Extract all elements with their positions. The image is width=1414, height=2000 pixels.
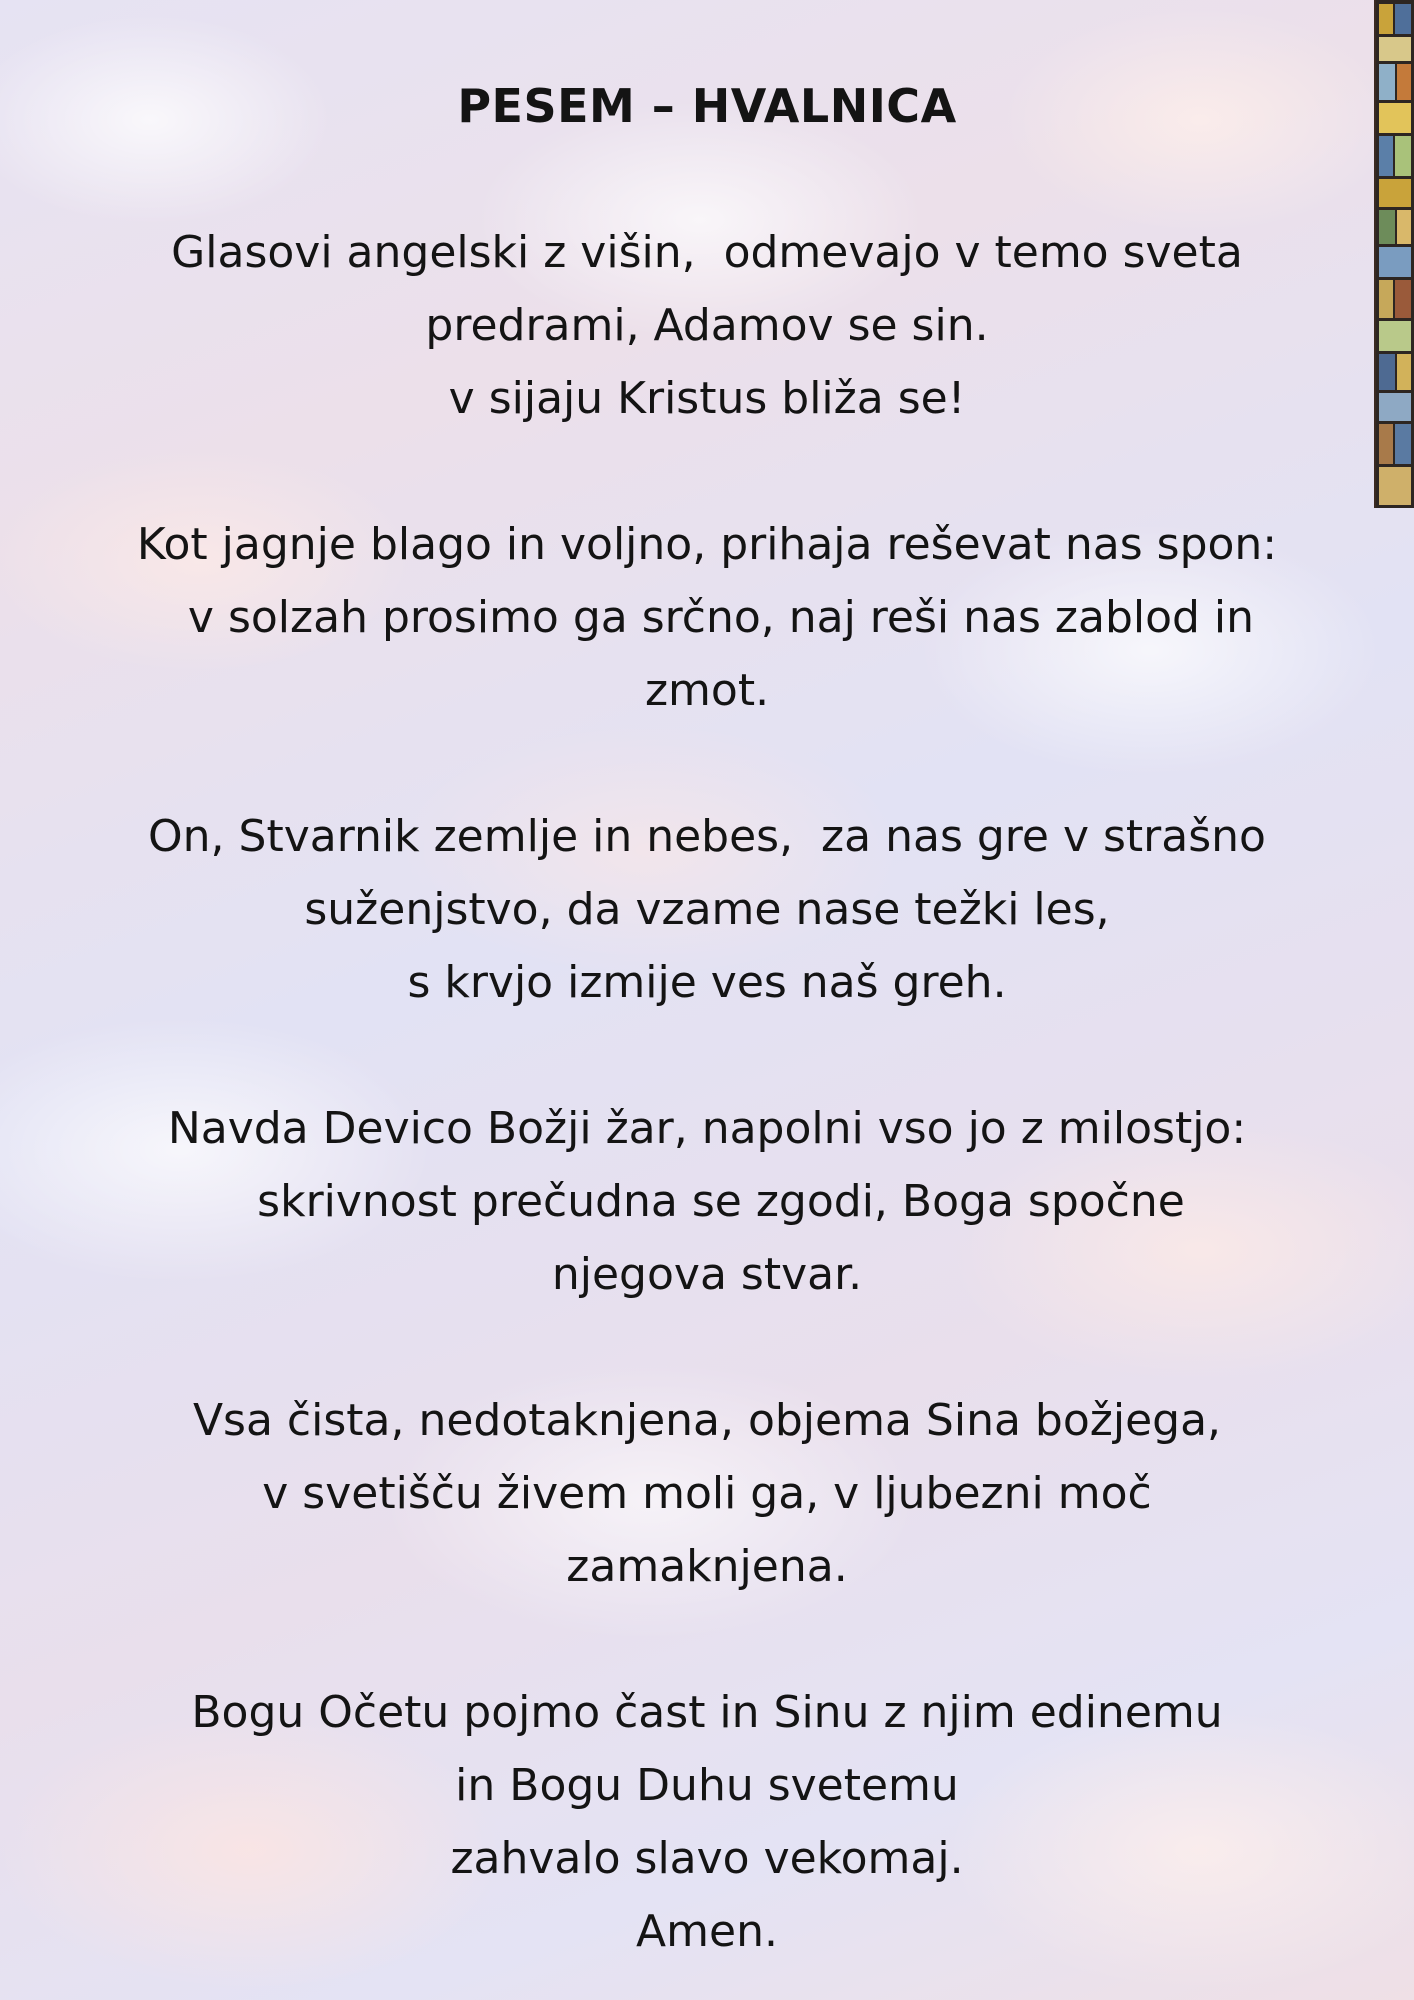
- stained-glass-image: [1374, 0, 1414, 508]
- stanza-line: predrami, Adamov se sin.: [425, 300, 989, 351]
- stanza-line: in Bogu Duhu svetemu: [455, 1760, 959, 1811]
- stanza-line: njegova stvar.: [551, 1249, 863, 1300]
- stanza-line: v sijaju Kristus bliža se!: [448, 373, 966, 424]
- stanza-line: Vsa čista, nedotaknjena, objema Sina božjega,: [192, 1395, 1222, 1446]
- stanza-6: [40, 1676, 1374, 1968]
- stanza-line: s krvjo izmije ves naš greh.: [407, 957, 1007, 1008]
- stanza-line: Navda Devico Božji žar, napolni vso jo z milostjo:: [167, 1103, 1247, 1154]
- stanza-line: Amen.: [636, 1906, 778, 1957]
- stanza-line: zmot.: [644, 665, 770, 716]
- stanza-line: Bogu Očetu pojmo čast in Sinu z njim edinemu: [191, 1687, 1223, 1738]
- stanza-1: [40, 216, 1374, 435]
- stanza-line: v solzah prosimo ga srčno, naj reši nas zablod in: [159, 592, 1255, 643]
- stanza-line: zamaknjena.: [566, 1541, 848, 1592]
- stanza-line: skrivnost prečudna se zgodi, Boga spočne: [229, 1176, 1185, 1227]
- stanza-2: [40, 508, 1374, 727]
- stanza-line: Glasovi angelski z višin, odmevajo v temo sveta: [171, 227, 1243, 278]
- stanza-3: [40, 800, 1374, 1019]
- stanza-line: suženjstvo, da vzame nase težki les,: [304, 884, 1110, 935]
- stanza-5: [40, 1384, 1374, 1603]
- stanza-line: zahvalo slavo vekomaj.: [450, 1833, 964, 1884]
- stanza-line: On, Stvarnik zemlje in nebes, za nas gre v strašno: [148, 811, 1266, 862]
- stanza-line: Kot jagnje blago in voljno, prihaja reševat nas spon:: [136, 519, 1278, 570]
- stanza-line: v svetišču živem moli ga, v ljubezni moč: [262, 1468, 1152, 1519]
- stanza-4: [40, 1092, 1374, 1311]
- page-title: PESEM – HVALNICA: [457, 79, 957, 133]
